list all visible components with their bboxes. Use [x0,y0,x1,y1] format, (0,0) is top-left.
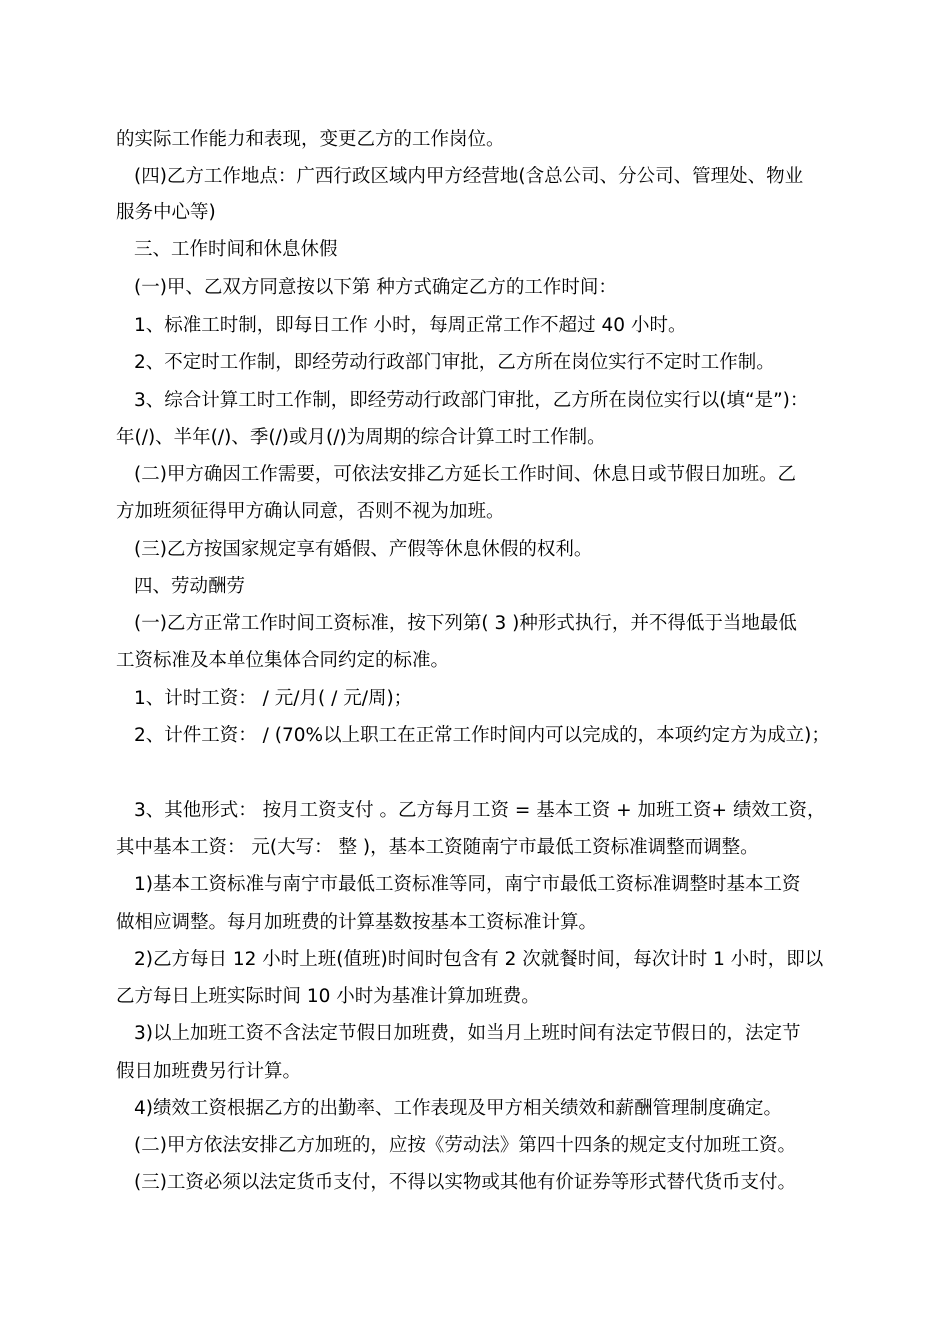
text-line: 2、不定时工作制，即经劳动行政部门审批，乙方所在岗位实行不定时工作制。 [134,352,775,373]
text-line: (三)工资必须以法定货币支付，不得以实物或其他有价证券等形式替代货币支付。 [134,1172,796,1193]
text-line: 1、标准工时制，即每日工作 小时，每周正常工作不超过 40 小时。 [134,315,687,336]
text-line: 3)以上加班工资不含法定节假日加班费，如当月上班时间有法定节假日的，法定节 [134,1023,801,1044]
text-line: 2)乙方每日 12 小时上班(值班)时间时包含有 2 次就餐时间，每次计时 1 小时，即以 [134,949,824,970]
text-line: (三)乙方按国家规定享有婚假、产假等休息休假的权利。 [134,539,593,560]
section-heading: 三、工作时间和休息休假 [134,239,338,260]
text-line: 的实际工作能力和表现，变更乙方的工作岗位。 [116,129,505,150]
text-line: (一)乙方正常工作时间工资标准，按下列第( 3 )种形式执行，并不得低于当地最低 [134,613,797,634]
text-line: 3、其他形式： 按月工资支付 。乙方每月工资 = 基本工资 + 加班工资+ 绩效工资， [134,800,826,821]
text-line: (二)甲方确因工作需要，可依法安排乙方延长工作时间、休息日或节假日加班。乙 [134,464,796,485]
text-line: (四)乙方工作地点：广西行政区域内甲方经营地(含总公司、分公司、管理处、物业 [134,166,804,187]
section-heading: 四、劳动酬劳 [134,576,246,597]
text-line: 1)基本工资标准与南宁市最低工资标准等同，南宁市最低工资标准调整时基本工资 [134,874,801,895]
text-line: 1、计时工资： / 元/月( / 元/周)； [134,688,413,709]
text-line: 4)绩效工资根据乙方的出勤率、工作表现及甲方相关绩效和薪酬管理制度确定。 [134,1098,782,1119]
text-line: 做相应调整。每月加班费的计算基数按基本工资标准计算。 [116,912,598,933]
text-line: (一)甲、乙双方同意按以下第 种方式确定乙方的工作时间： [134,277,617,298]
text-line: 假日加班费另行计算。 [116,1061,302,1082]
text-line: 乙方每日上班实际时间 10 小时为基准计算加班费。 [116,986,540,1007]
text-line: 2、计件工资： / (70%以上职工在正常工作时间内可以完成的，本项约定方为成立)； [134,725,830,746]
text-line: 年(/)、半年(/)、季(/)或月(/)为周期的综合计算工时工作制。 [116,427,606,448]
text-line: 3、综合计算工时工作制，即经劳动行政部门审批，乙方所在岗位实行以(填“是”)： [134,390,809,411]
text-line: 服务中心等) [116,202,216,223]
text-line: 其中基本工资： 元(大写： 整 )，基本工资随南宁市最低工资标准调整而调整。 [116,837,759,858]
text-line: 方加班须征得甲方确认同意，否则不视为加班。 [116,501,505,522]
text-line: (二)甲方依法安排乙方加班的，应按《劳动法》第四十四条的规定支付加班工资。 [134,1135,796,1156]
text-line: 工资标准及本单位集体合同约定的标准。 [116,650,450,671]
